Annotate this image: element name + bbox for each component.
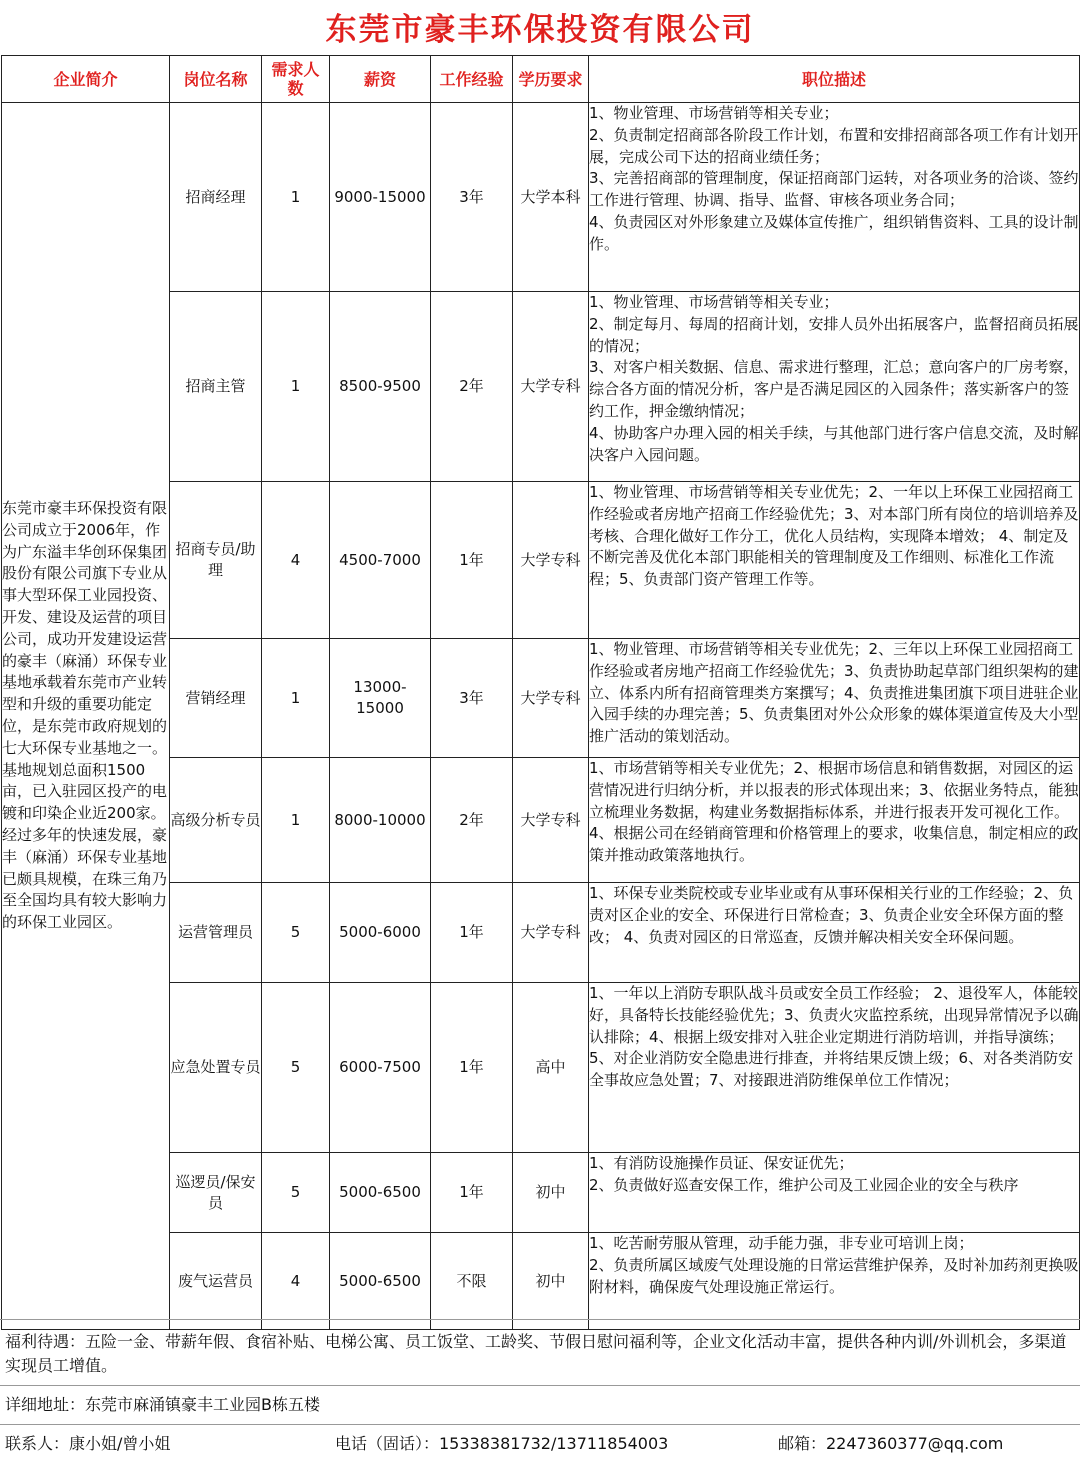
job-name: 招商主管 (170, 292, 262, 482)
job-education: 高中 (513, 983, 589, 1153)
job-description (589, 758, 1080, 883)
job-description-line: 1、物业管理、市场营销等相关专业优先；2、三年以上环保工业园招商工作经验或者房地产招商工作经验优先；3、负责协助起草部门组织架构的建立、体系内所有招商管理类方案撰写；4、负责推进集团旗下项目进驻企业入园手续的办理完善；5、负责集团对外公众形象的媒体渠道宣传及大小型推广活动的策划活动。 (589, 640, 1079, 746)
contact-person: 联系人：康小姐/曾小姐 (5, 1434, 171, 1453)
job-count: 1 (262, 758, 330, 883)
job-description-line: 1、物业管理、市场营销等相关专业； (589, 104, 839, 122)
job-count: 1 (262, 292, 330, 482)
job-experience: 3年 (431, 639, 513, 758)
job-description-line: 1、物业管理、市场营销等相关专业； (589, 293, 839, 311)
contact-phone: 电话（固话）：15338381732/13711854003 (335, 1434, 669, 1453)
job-description-line: 1、环保专业类院校或专业毕业或有从事环保相关行业的工作经验；2、负责对区企业的安全、环保进行日常检查；3、负责企业安全环保方面的整改； 4、负责对园区的日常巡查，反馈并解决相关安全环保问题。 (589, 884, 1074, 946)
job-experience: 1年 (431, 1153, 513, 1233)
header-description: 职位描述 (589, 56, 1080, 103)
job-salary: 8000-10000 (330, 758, 431, 883)
job-education: 大学专科 (513, 639, 589, 758)
job-name: 招商经理 (170, 103, 262, 292)
job-experience: 2年 (431, 758, 513, 883)
address-text: 详细地址：东莞市麻涌镇豪丰工业园B栋五楼 (5, 1395, 320, 1414)
header-intro: 企业简介 (2, 56, 170, 103)
job-education: 初中 (513, 1233, 589, 1330)
benefits-text: 福利待遇：五险一金、带薪年假、食宿补贴、电梯公寓、员工饭堂、工龄奖、节假日慰问福利等，企业文化活动丰富，提供各种内训/外训机会，多渠道实现员工增值。 (5, 1332, 1067, 1375)
contact-email[interactable]: 邮箱：2247360377@qq.com (778, 1434, 1004, 1453)
job-description-line: 1、市场营销等相关专业优先；2、根据市场信息和销售数据，对园区的运营情况进行归纳分析，并以报表的形式体现出来；3、依据业务特点，能独立梳理业务数据，构建业务数据指标体系，并进行报表开发可视化工作。4、根据公司在经销商管理和价格管理上的要求，收集信息，制定相应的政策并推动政策落地执行。 (589, 759, 1079, 865)
job-name: 运营管理员 (170, 883, 262, 983)
job-description (589, 482, 1080, 639)
job-salary: 9000-15000 (330, 103, 431, 292)
job-count: 4 (262, 482, 330, 639)
page-title: 东莞市豪丰环保投资有限公司 (325, 12, 755, 48)
job-description (589, 883, 1080, 983)
job-description-line: 1、有消防设施操作员证、保安证优先； (589, 1154, 854, 1172)
job-count: 1 (262, 639, 330, 758)
job-description (589, 292, 1080, 482)
job-experience: 1年 (431, 482, 513, 639)
job-description (589, 983, 1080, 1153)
job-education: 大学专科 (513, 883, 589, 983)
job-education: 大学本科 (513, 103, 589, 292)
job-name: 营销经理 (170, 639, 262, 758)
job-experience: 2年 (431, 292, 513, 482)
job-description-line: 2、制定每月、每周的招商计划，安排人员外出拓展客户，监督招商员拓展的情况； (589, 314, 1079, 355)
job-count: 4 (262, 1233, 330, 1330)
job-description-line: 3、对客户相关数据、信息、需求进行整理，汇总；意向客户的厂房考察，综合各方面的情况分析，客户是否满足园区的入园条件；落实新客户的签约工作，押金缴纳情况； (589, 358, 1079, 420)
table-header-row (2, 56, 1080, 103)
job-name: 巡逻员/保安员 (170, 1153, 262, 1233)
job-salary: 13000-15000 (330, 639, 431, 758)
job-description (589, 1233, 1080, 1330)
job-education: 大学专科 (513, 482, 589, 639)
job-education: 初中 (513, 1153, 589, 1233)
job-description-line: 2、负责制定招商部各阶段工作计划，布置和安排招商部各项工作有计划开展，完成公司下达的招商业绩任务； (589, 125, 1079, 166)
job-salary: 6000-7500 (330, 983, 431, 1153)
job-description-line: 2、负责所属区域废气处理设施的日常运营维护保养，及时补加药剂更换吸附材料，确保废气处理设施正常运行。 (589, 1255, 1079, 1296)
job-count: 5 (262, 983, 330, 1153)
job-count: 5 (262, 1153, 330, 1233)
header-position: 岗位名称 (170, 56, 262, 103)
job-count: 1 (262, 103, 330, 292)
job-experience: 3年 (431, 103, 513, 292)
job-salary: 5000-6500 (330, 1153, 431, 1233)
job-name: 高级分析专员 (170, 758, 262, 883)
contact-row (0, 1432, 1080, 1458)
job-experience: 1年 (431, 883, 513, 983)
job-description (589, 639, 1080, 758)
job-name: 招商专员/助理 (170, 482, 262, 639)
job-salary: 4500-7000 (330, 482, 431, 639)
header-count: 需求人数 (262, 56, 330, 103)
job-description-line: 1、一年以上消防专职队战斗员或安全员工作经验； 2、退役军人，体能较好，具备特长技能经验优先；3、负责火灾监控系统，出现异常情况予以确认排除；4、根据上级安排对入驻企业定期进行消防培训，并指导演练；5、对企业消防安全隐患进行排查，并将结果反馈上级；6、对各类消防安全事故应急处置；7、对接跟进消防维保单位工作情况； (589, 984, 1079, 1090)
job-salary: 8500-9500 (330, 292, 431, 482)
header-salary: 薪资 (330, 56, 431, 103)
job-description-line: 4、协助客户办理入园的相关手续，与其他部门进行客户信息交流，及时解决客户入园问题。 (589, 423, 1079, 464)
job-description (589, 103, 1080, 292)
job-salary: 5000-6500 (330, 1233, 431, 1330)
job-description-line: 4、负责园区对外形象建立及媒体宣传推广，组织销售资料、工具的设计制作。 (589, 212, 1079, 253)
job-count: 5 (262, 883, 330, 983)
job-name: 废气运营员 (170, 1233, 262, 1330)
job-description-line: 3、完善招商部的管理制度，保证招商部门运转，对各项业务的洽谈、签约工作进行管理、协调、指导、监督、审核各项业务合同； (589, 169, 1079, 210)
job-row (2, 103, 1080, 292)
job-salary: 5000-6000 (330, 883, 431, 983)
job-description-line: 1、物业管理、市场营销等相关专业优先；2、一年以上环保工业园招商工作经验或者房地产招商工作经验优先；3、对本部门所有岗位的培训培养及考核、合理化做好工作分工，优化人员结构，实现降本增效； 4、制定及不断完善及优化本部门职能相关的管理制度及工作细则、标准化工作流程；5、负责部门资产管理工作等。 (589, 483, 1079, 589)
job-name: 应急处置专员 (170, 983, 262, 1153)
company-intro: 东莞市豪丰环保投资有限公司成立于2006年，作为广东溢丰华创环保集团股份有限公司旗下专业从事大型环保工业园投资、开发、建设及运营的项目公司，成功开发建设运营的豪丰（麻涌）环保专业基地承载着东莞市产业转型和升级的重要功能定位，是东莞市政府规划的七大环保专业基地之一。基地规划总面积1500亩，已入驻园区投产的电镀和印染企业近200家。经过多年的快速发展，豪丰（麻涌）环保专业基地已颇具规模，在珠三角乃至全国均具有较大影响力的环保工业园区。 (2, 103, 170, 1330)
job-education: 大学专科 (513, 758, 589, 883)
job-description-line: 2、负责做好巡查安保工作，维护公司及工业园企业的安全与秩序 (589, 1175, 1019, 1194)
job-description (589, 1153, 1080, 1233)
job-experience: 不限 (431, 1233, 513, 1330)
job-education: 大学专科 (513, 292, 589, 482)
job-table (1, 55, 1080, 1330)
job-description-line: 1、吃苦耐劳服从管理，动手能力强，非专业可培训上岗； (589, 1234, 974, 1252)
header-experience: 工作经验 (431, 56, 513, 103)
job-experience: 1年 (431, 983, 513, 1153)
header-education: 学历要求 (513, 56, 589, 103)
